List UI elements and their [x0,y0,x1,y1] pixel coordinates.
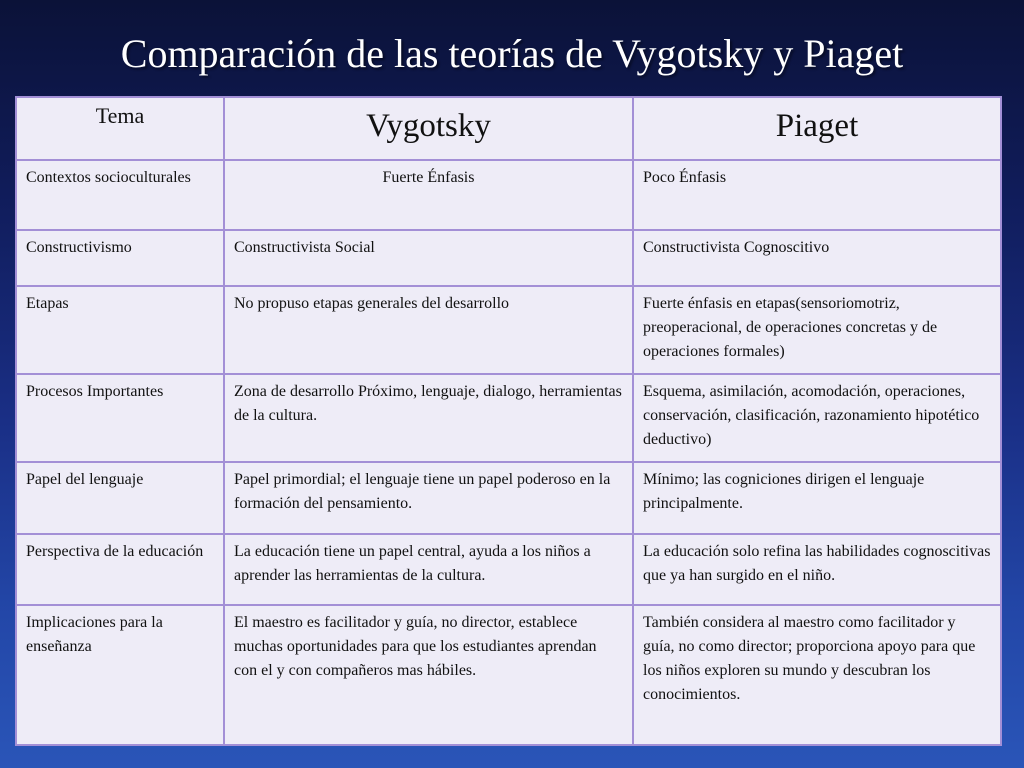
row-vygotsky: El maestro es facilitador y guía, no director, establece muchas oportunidades para que los estudiantes aprendan con el y con compañeros mas hábiles. [224,605,633,745]
row-piaget: Poco Énfasis [633,160,1001,230]
row-topic: Papel del lenguaje [16,462,224,534]
row-vygotsky: No propuso etapas generales del desarrollo [224,286,633,374]
table-row [16,374,1001,462]
slide-title: Comparación de las teorías de Vygotsky y Piaget [120,31,904,76]
header-vygotsky: Vygotsky [224,97,633,160]
table-row [16,286,1001,374]
table-row [16,462,1001,534]
row-piaget: Mínimo; las cogniciones dirigen el lenguaje principalmente. [633,462,1001,534]
row-topic: Implicaciones para la enseñanza [16,605,224,745]
row-vygotsky: Papel primordial; el lenguaje tiene un papel poderoso en la formación del pensamiento. [224,462,633,534]
row-piaget: También considera al maestro como facilitador y guía, no como director; proporciona apoyo para que los niños exploren su mundo y descubran los conocimientos. [633,605,1001,745]
row-vygotsky: La educación tiene un papel central, ayuda a los niños a aprender las herramientas de la cultura. [224,534,633,605]
row-piaget: Esquema, asimilación, acomodación, operaciones, conservación, clasificación, razonamiento hipotético deductivo) [633,374,1001,462]
row-piaget: Fuerte énfasis en etapas(sensoriomotriz, preoperacional, de operaciones concretas y de operaciones formales) [633,286,1001,374]
row-piaget: La educación solo refina las habilidades cognoscitivas que ya han surgido en el niño. [633,534,1001,605]
row-topic: Perspectiva de la educación [16,534,224,605]
table-row [16,534,1001,605]
header-topic: Tema [16,97,224,160]
row-topic: Constructivismo [16,230,224,286]
table-row [16,230,1001,286]
comparison-table [15,96,1002,746]
row-topic: Procesos Importantes [16,374,224,462]
row-topic: Etapas [16,286,224,374]
row-vygotsky: Fuerte Énfasis [224,160,633,230]
table-row [16,605,1001,745]
row-piaget: Constructivista Cognoscitivo [633,230,1001,286]
row-vygotsky: Constructivista Social [224,230,633,286]
table-row [16,160,1001,230]
row-vygotsky: Zona de desarrollo Próximo, lenguaje, dialogo, herramientas de la cultura. [224,374,633,462]
row-topic: Contextos socioculturales [16,160,224,230]
header-piaget: Piaget [633,97,1001,160]
table-header-row [16,97,1001,160]
